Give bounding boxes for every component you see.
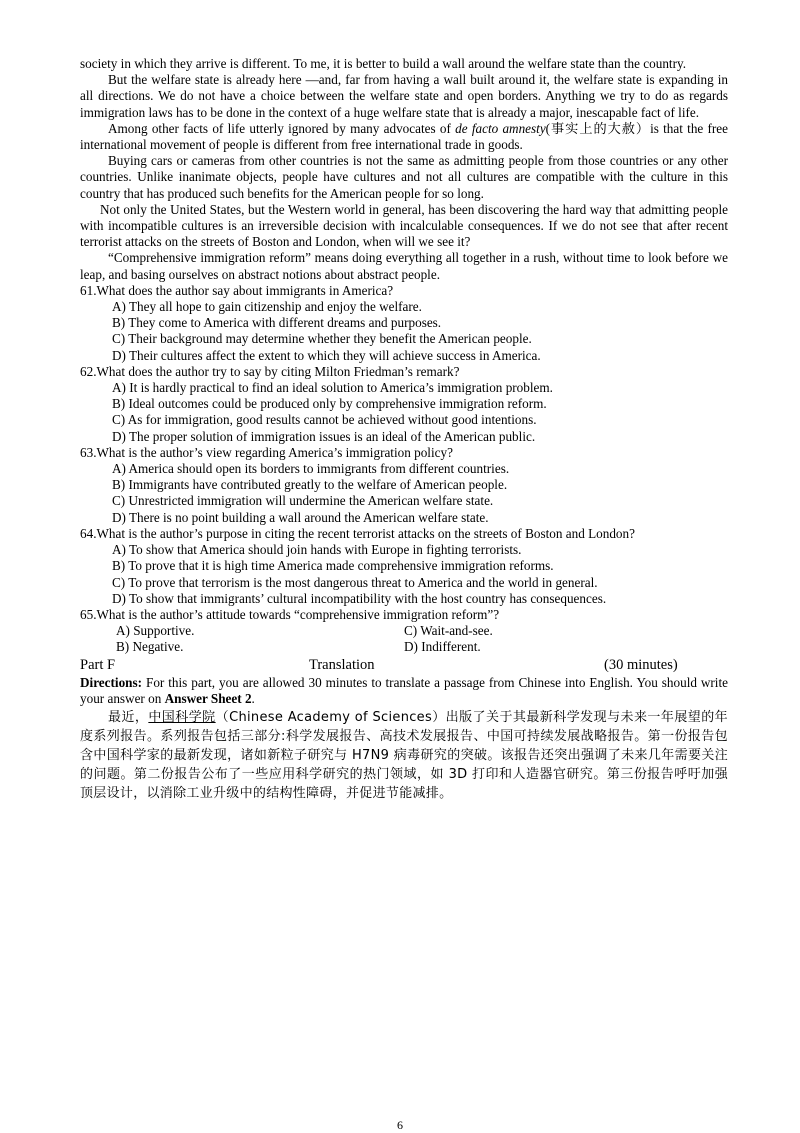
question-stem: 63.What is the author’s view regarding America’s immigration policy?: [80, 444, 453, 460]
option-d: D) There is no point building a wall around the American welfare state.: [112, 509, 489, 525]
option-c: C) As for immigration, good results cannot be achieved without good intentions.: [112, 412, 537, 428]
part-time: (30 minutes): [604, 657, 678, 674]
translation-passage: [80, 708, 728, 803]
underlined-term: 中国科学院: [148, 709, 216, 725]
option-b: B) Ideal outcomes could be produced only by comprehensive immigration reform.: [112, 396, 547, 412]
answer-sheet-label: Answer Sheet 2: [164, 691, 252, 707]
question-stem: 62.What does the author try to say by citing Milton Friedman’s remark?: [80, 363, 460, 379]
option-a: A) America should open its borders to immigrants from different countries.: [112, 461, 510, 477]
passage-paragraph: society in which they arrive is different. To me, it is better to build a wall around the welfare state than the country.: [80, 56, 687, 71]
question-64: [80, 526, 728, 607]
option-b: B) Immigrants have contributed greatly to the welfare of American people.: [112, 477, 508, 493]
question-stem: 65.What is the author’s attitude towards “comprehensive immigration reform”?: [80, 606, 500, 622]
passage-paragraph: But the welfare state is already here —and, far from having a wall built around it, the welfare state is expanding in all directions. We do not have a choice between the welfare state and open borders. Anything we try to do as regards immigration laws has to be done in the context of a huge welfare state that is already a major, inescapable fact of life.: [80, 72, 728, 120]
question-list: [80, 283, 728, 655]
part-f-header: [80, 656, 728, 675]
option-d: D) The proper solution of immigration issues is an ideal of the American public.: [112, 428, 536, 444]
question-62: [80, 364, 728, 445]
directions-label: Directions:: [80, 675, 143, 691]
option-d: D) Indifferent.: [404, 639, 481, 655]
option-c: C) Their background may determine whether they benefit the American people.: [112, 331, 532, 347]
option-a: A) It is hardly practical to find an ideal solution to America’s immigration problem.: [112, 380, 553, 396]
question-63: [80, 445, 728, 526]
option-b: B) To prove that it is high time America made comprehensive immigration reforms.: [112, 558, 554, 574]
option-c: C) Unrestricted immigration will undermine the American welfare state.: [112, 493, 494, 509]
option-d: D) To show that immigrants’ cultural incompatibility with the host country has consequences.: [112, 590, 607, 606]
translation-text: 最近，: [108, 709, 149, 725]
italic-term: de facto amnesty: [455, 120, 546, 136]
option-c: C) To prove that terrorism is the most dangerous threat to America and the world in general.: [112, 574, 598, 590]
directions: [80, 675, 728, 707]
translation-text: （Chinese Academy of Sciences）出版了关于其最新科学发现与未来一年展望的年度系列报告。系列报告包括三部分:科学发展报告、高技术发展报告、中国可持续发展战略报告。第一份报告包含中国科学家的最新发现，诸如新粒子研究与 H7N9 病毒研究的突破。该报告还突出强调了未来几年需要关注的问题。第二份报告公布了一些应用科学研究的热门领域，如 3D 打印和人造器官研究。第三份报告呼吁加强顶层设计，以消除工业升级中的结构性障碍，并促进节能减排。: [80, 709, 728, 801]
option-grid: [80, 623, 728, 655]
exam-page: [80, 56, 728, 803]
directions-text: For this part, you are allowed 30 minutes to translate a passage from Chinese into English. You should write your answer on: [80, 675, 728, 707]
option-a: A) They all hope to gain citizenship and enjoy the welfare.: [112, 299, 422, 315]
paragraph-text: Among other facts of life utterly ignored by many advocates of: [108, 120, 456, 136]
option-a: A) To show that America should join hands with Europe in fighting terrorists.: [112, 542, 522, 558]
option-d: D) Their cultures affect the extent to which they will achieve success in America.: [112, 347, 541, 363]
part-label: Part F: [80, 657, 116, 674]
option-c: C) Wait-and-see.: [404, 623, 493, 639]
passage-paragraph: Not only the United States, but the Western world in general, has been discovering the hard way that admitting people with incompatible cultures is an irreversible decision with incalculable consequences. If we do not see that after recent terrorist attacks on the streets of Boston and London, when will we see it?: [80, 201, 728, 250]
question-stem: 61.What does the author say about immigrants in America?: [80, 282, 394, 298]
directions-end: .: [251, 691, 255, 707]
option-a: A) Supportive.: [116, 623, 195, 639]
option-b: B) Negative.: [116, 639, 184, 655]
passage-paragraph: Buying cars or cameras from other countries is not the same as admitting people from those countries or any other countries. Unlike inanimate objects, people have cultures and not all cultures are compatible with the culture in this country that has produced such benefits for the American people for so long.: [80, 153, 728, 201]
passage-paragraph: [80, 121, 728, 153]
question-61: [80, 283, 728, 364]
option-b: B) They come to America with different dreams and purposes.: [112, 315, 442, 331]
passage-paragraph: “Comprehensive immigration reform” means doing everything all together in a rush, without time to look before we leap, and basing ourselves on abstract notions about abstract people.: [80, 250, 728, 282]
question-stem: 64.What is the author’s purpose in citing the recent terrorist attacks on the streets of Boston and London?: [80, 525, 635, 541]
page-number: 6: [397, 1118, 403, 1132]
part-title: Translation: [309, 657, 375, 674]
question-65: [80, 607, 728, 655]
paragraph-text: (事实上的大赦）is that the free international movement of people is different from free international trade in goods.: [80, 120, 729, 153]
